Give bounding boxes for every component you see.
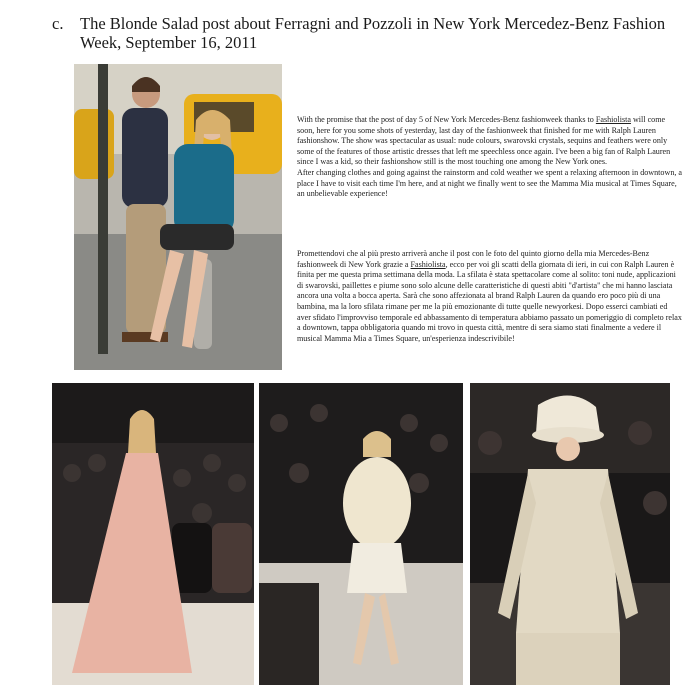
runway-photo-pink-gown xyxy=(52,383,254,685)
runway-photo-cream-suit xyxy=(470,383,670,685)
heading-title: The Blonde Salad post about Ferragni and Pozzoli in New York Mercedez-Benz Fashion Week, September 16, 2011 xyxy=(80,14,666,52)
italian-intro: Promettendovi che al più presto arriverà anche il post con le foto del quinto giorno della mia Mercedes-Benz fashionweek di New York grazie a xyxy=(297,249,650,269)
street-photo xyxy=(74,64,282,370)
english-body: will come soon, here for you some shots of yesterday, last day of the fashionweek that finished for me with Ralph Lauren fashionshow. The show was spectacular as usual: nude colours, swarovski crystals, sequins and feathers were only some of the features of those artistic dresses that left me speechless once again. I've been a big fan of Ralph Lauren since I was a kid, so their fashionshow still is the most touching one among the New York ones. xyxy=(297,115,671,167)
english-text xyxy=(297,115,682,200)
english-paragraph-2: After changing clothes and going against the rainstorm and cold weather we spent a relaxing afternoon in downtown, a place I have to visit each time I'm here, and at night we finally went to see the Mamma Mia musical at Times Square, an unbelievable experience! xyxy=(297,167,683,199)
italian-body: , ecco per voi gli scatti della giornata di ieri, in cui con Ralph Lauren è finita per me questa prima settimana della moda. La sfilata è stata spettacolare come al solito: toni nude, applicazioni di swarovski, paillettes e piume sono solo alcune delle caratteristiche di questi abiti "d'artista" che mi hanno lasciata ancora una volta a bocca aperta. Sarà che sono affezionata al brand Ralph Lauren da quando ero poco più di una bambina, ma la loro sfilata rimane per me la più emozionante di tutte quelle newyorkesi. Dopo esserci cambiati ed aver sfidato l'improvviso temporale ed abbassamento di temperatura abbiamo passato un pomeriggio di completo relax a downtown, tappa obbligatoria quando mi trovo in questa città, mentre di sera siamo stati finalmente a vedere il musical Mamma Mia a Times Square, un'esperienza indescrivibile! xyxy=(297,259,682,343)
list-marker: c. xyxy=(52,14,64,33)
runway-photo-feather-jacket xyxy=(259,383,463,685)
fashiolista-link-it[interactable]: Fashiolista xyxy=(410,259,446,269)
section-heading xyxy=(52,14,692,52)
english-intro: With the promise that the post of day 5 of New York Mercedes-Benz fashionweek thanks to xyxy=(297,115,596,124)
fashiolista-link[interactable]: Fashiolista xyxy=(595,115,631,124)
italian-text xyxy=(297,249,682,344)
